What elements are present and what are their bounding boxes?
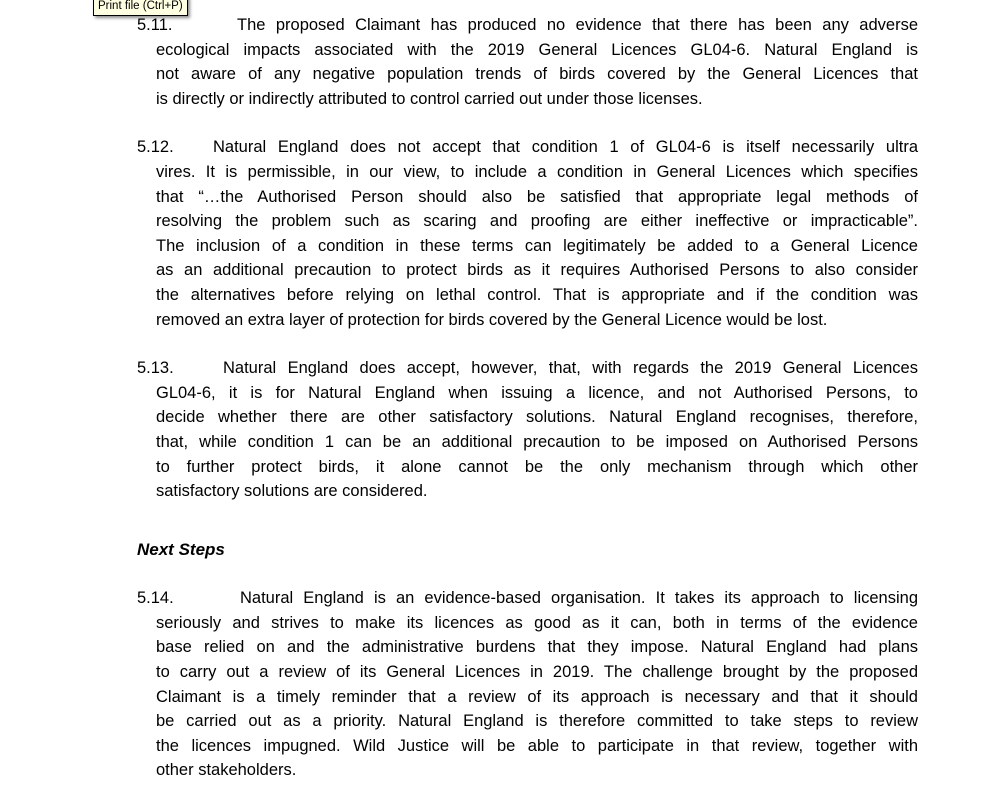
text-line: resolving the problem such as scaring and proofing are either ineffective or impracticable”.: [156, 212, 918, 231]
text-line: the alternatives before relying on lethal control. That is appropriate and if the condition was: [156, 285, 918, 304]
text-line: is directly or indirectly attributed to control carried out under those licenses.: [156, 89, 703, 108]
text-line: The inclusion of a condition in these terms can legitimately be added to a General Licence: [156, 236, 918, 255]
text-line: Natural England does not accept that condition 1 of GL04-6 is itself necessarily ultra: [156, 135, 918, 160]
document-body: [137, 13, 918, 797]
text-line: not aware of any negative population trends of birds covered by the General Licences that: [156, 65, 918, 84]
text-line: decide whether there are other satisfactory solutions. Natural England recognises, therefore,: [156, 408, 918, 427]
text-line: GL04-6, it is for Natural England when issuing a licence, and not Authorised Persons, to: [156, 383, 918, 402]
paragraph-number: 5.11.: [137, 16, 173, 34]
text-line: other stakeholders.: [156, 761, 297, 780]
numbered-paragraph: [137, 356, 918, 504]
text-line: Natural England is an evidence-based organisation. It takes its approach to licensing: [156, 586, 918, 611]
numbered-paragraph: [137, 586, 918, 783]
text-line: base relied on and the administrative burdens that they impose. Natural England had plans: [156, 638, 918, 657]
text-line: to carry out a review of its General Licences in 2019. The challenge brought by the proposed: [156, 663, 918, 682]
paragraph-number: 5.14.: [137, 589, 174, 608]
text-line: to further protect birds, it alone cannot be the only mechanism through which other: [156, 457, 918, 476]
text-line: Natural England does accept, however, that, with regards the 2019 General Licences: [156, 356, 918, 381]
text-line: seriously and strives to make its licences as good as it can, both in terms of the evidence: [156, 613, 918, 632]
text-line: be carried out as a priority. Natural England is therefore committed to take steps to review: [156, 712, 918, 731]
text-line: vires. It is permissible, in our view, to include a condition in General Licences which specifies: [156, 162, 918, 181]
text-line: satisfactory solutions are considered.: [156, 482, 428, 501]
numbered-paragraph: [137, 135, 918, 332]
numbered-paragraph: [137, 13, 918, 111]
text-line: the licences impugned. Wild Justice will be able to participate in that review, together with: [156, 736, 918, 755]
text-line: that “…the Authorised Person should also be satisfied that appropriate legal methods of: [156, 187, 918, 206]
paragraph-number: 5.13.: [137, 359, 174, 378]
print-file-tooltip: Print file (Ctrl+P): [93, 0, 188, 16]
section-heading: Next Steps: [137, 539, 225, 559]
text-line: The proposed Claimant has produced no evidence that there has been any adverse: [156, 13, 918, 38]
text-line: ecological impacts associated with the 2019 General Licences GL04-6. Natural England is: [156, 40, 918, 59]
text-line: as an additional precaution to protect birds as it requires Authorised Persons to also consider: [156, 261, 918, 280]
text-line: that, while condition 1 can be an additional precaution to be imposed on Authorised Persons: [156, 432, 918, 451]
paragraph-number: 5.12.: [137, 138, 174, 157]
text-line: Claimant is a timely reminder that a review of its approach is necessary and that it should: [156, 687, 918, 706]
text-line: removed an extra layer of protection for birds covered by the General Licence would be lost.: [156, 310, 828, 329]
